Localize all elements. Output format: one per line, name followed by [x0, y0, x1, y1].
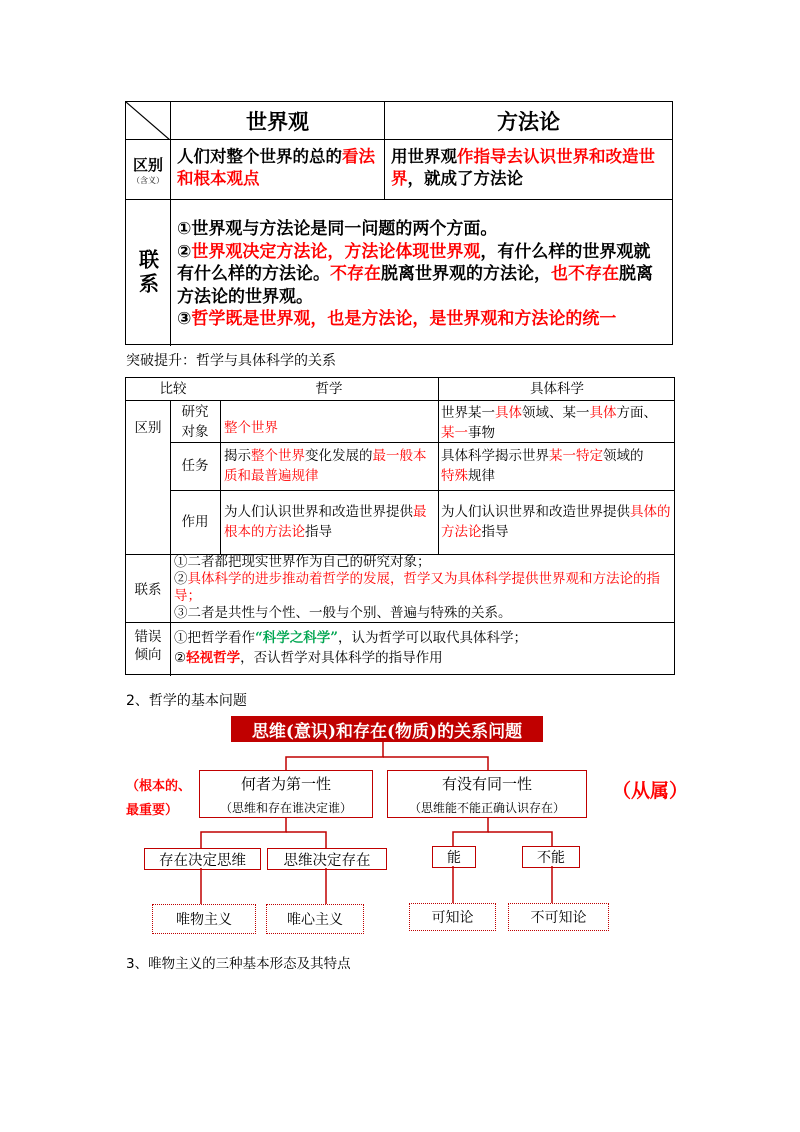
text: ② — [177, 241, 192, 262]
highlight: 法和根本观点 — [177, 147, 375, 188]
result-materialism: 唯物主义 — [152, 904, 256, 934]
difference-sublabel: （含义） — [132, 175, 164, 185]
highlight: 轻视哲学 — [186, 650, 241, 666]
text: 为人们认识世界和改造世界提供 — [441, 504, 630, 520]
header-philosophy: 哲学 — [315, 381, 343, 397]
text: 用世界观 — [391, 147, 457, 166]
answer-thought-decides: 思维决定存在 — [267, 848, 387, 870]
sub-task: 任务 — [181, 458, 209, 474]
highlight: 某一特定 — [549, 448, 603, 464]
text: （根本的、 — [126, 779, 192, 794]
difference-label: 区别 — [134, 420, 162, 436]
text: ①把哲学看作 — [174, 630, 255, 646]
text: 人们对整个世界的总的 — [177, 147, 342, 166]
text: 指导 — [305, 524, 332, 540]
section2-title: 2、哲学的基本问题 — [126, 693, 247, 709]
text: 规律 — [468, 468, 495, 484]
text: 方面、 — [616, 405, 657, 421]
question-identity — [387, 770, 587, 818]
answer-cannot: 不能 — [522, 846, 580, 868]
highlight: 某一 — [441, 425, 468, 441]
text: 错误 — [134, 629, 162, 645]
section3-title: 3、唯物主义的三种基本形态及其特点 — [126, 956, 351, 972]
header-science: 具体科学 — [530, 381, 584, 397]
connection-label: 联系 — [135, 249, 160, 297]
basic-question-title: 思维(意识)和存在(物质)的关系问题 — [231, 716, 543, 742]
highlight: 世界观决定方法论，方法论体现世界观 — [191, 241, 481, 262]
sub-role: 作用 — [181, 514, 209, 530]
text: ，否认哲学对具体科学的指导作用 — [240, 650, 443, 666]
col-methodology: 方法论 — [384, 102, 672, 139]
question-primacy — [199, 770, 373, 818]
text: 最重要） — [126, 803, 179, 818]
text: 研究 — [181, 404, 209, 420]
secondary-note: （从属） — [612, 780, 689, 802]
text: 对象 — [181, 424, 209, 440]
col-worldview: 世界观 — [170, 102, 384, 139]
text: 倾向 — [134, 647, 162, 663]
text: 世界某一 — [441, 405, 495, 421]
highlight: 看 — [342, 147, 359, 166]
result-agnosticism: 不可知论 — [508, 903, 609, 931]
text: 具体科学揭示世界 — [441, 448, 549, 464]
highlight: “科学之科学” — [255, 630, 339, 646]
highlight: 整个世界 — [251, 448, 305, 464]
highlight: 作指导去认识世界和改造 — [457, 147, 639, 166]
text: ③ — [177, 309, 192, 329]
text: 变化发展的 — [305, 448, 373, 464]
text: ② — [174, 571, 188, 587]
result-knowability: 可知论 — [409, 903, 496, 931]
text: 揭示 — [224, 448, 251, 464]
highlight: 最根本的方法论 — [224, 504, 427, 540]
text: ，有什么样的世界观就有什么样的方法论。 — [177, 241, 651, 284]
link-point-3: ③二者是共性与个性、一般与个别、普遍与特殊的关系。 — [174, 605, 512, 621]
connection-point-1: ①世界观与方法论是同一问题的两个方面。 — [177, 219, 498, 239]
philosophy-object: 整个世界 — [224, 420, 278, 436]
highlight: 最一般本质和最普遍规律 — [224, 448, 427, 484]
text: 脱离方法论的世界观。 — [177, 264, 653, 307]
highlight: 具体 — [495, 405, 522, 421]
highlight: 哲学既是世界观，也是方法论，是世界观和方法论的统一 — [191, 309, 617, 329]
text: 事物 — [468, 425, 495, 441]
result-idealism: 唯心主义 — [266, 904, 364, 934]
primary-note — [126, 775, 191, 823]
text: ② — [174, 650, 187, 666]
highlight: 特殊 — [441, 468, 468, 484]
text: （思维和存在谁决定谁） — [219, 800, 352, 815]
highlight: 具体科学的进步推动着哲学的发展，哲学又为具体科学提供世界观和方法论的指导； — [174, 571, 660, 604]
text: 脱离世界观的方法论， — [381, 264, 551, 284]
highlight: 具体的方法论 — [441, 504, 671, 540]
text: 为人们认识世界和改造世界提供 — [224, 504, 413, 520]
difference-label: 区别 — [132, 155, 163, 174]
text: 领域、某一 — [522, 405, 590, 421]
link-point-1: ①二者都把现实世界作为自己的研究对象； — [174, 554, 431, 570]
answer-can: 能 — [432, 846, 476, 868]
text: 指导 — [481, 524, 509, 540]
text: 有没有同一性 — [441, 774, 532, 793]
breakthrough-title: 突破提升：哲学与具体科学的关系 — [126, 353, 336, 369]
link-label: 联系 — [134, 582, 162, 598]
highlight: 不存在 — [330, 264, 381, 284]
text: ，就成了方法论 — [407, 169, 523, 188]
highlight: 也不存在 — [551, 264, 619, 284]
highlight: 具体 — [589, 405, 617, 421]
answer-existence-decides: 存在决定思维 — [144, 848, 261, 870]
text: 领域的 — [603, 448, 644, 464]
highlight: 世界 — [391, 147, 655, 188]
header-compare: 比较 — [159, 381, 187, 397]
text: （思维能不能正确认识存在） — [408, 800, 565, 815]
text: ，认为哲学可以取代具体科学； — [338, 630, 528, 646]
text: 何者为第一性 — [240, 774, 331, 793]
